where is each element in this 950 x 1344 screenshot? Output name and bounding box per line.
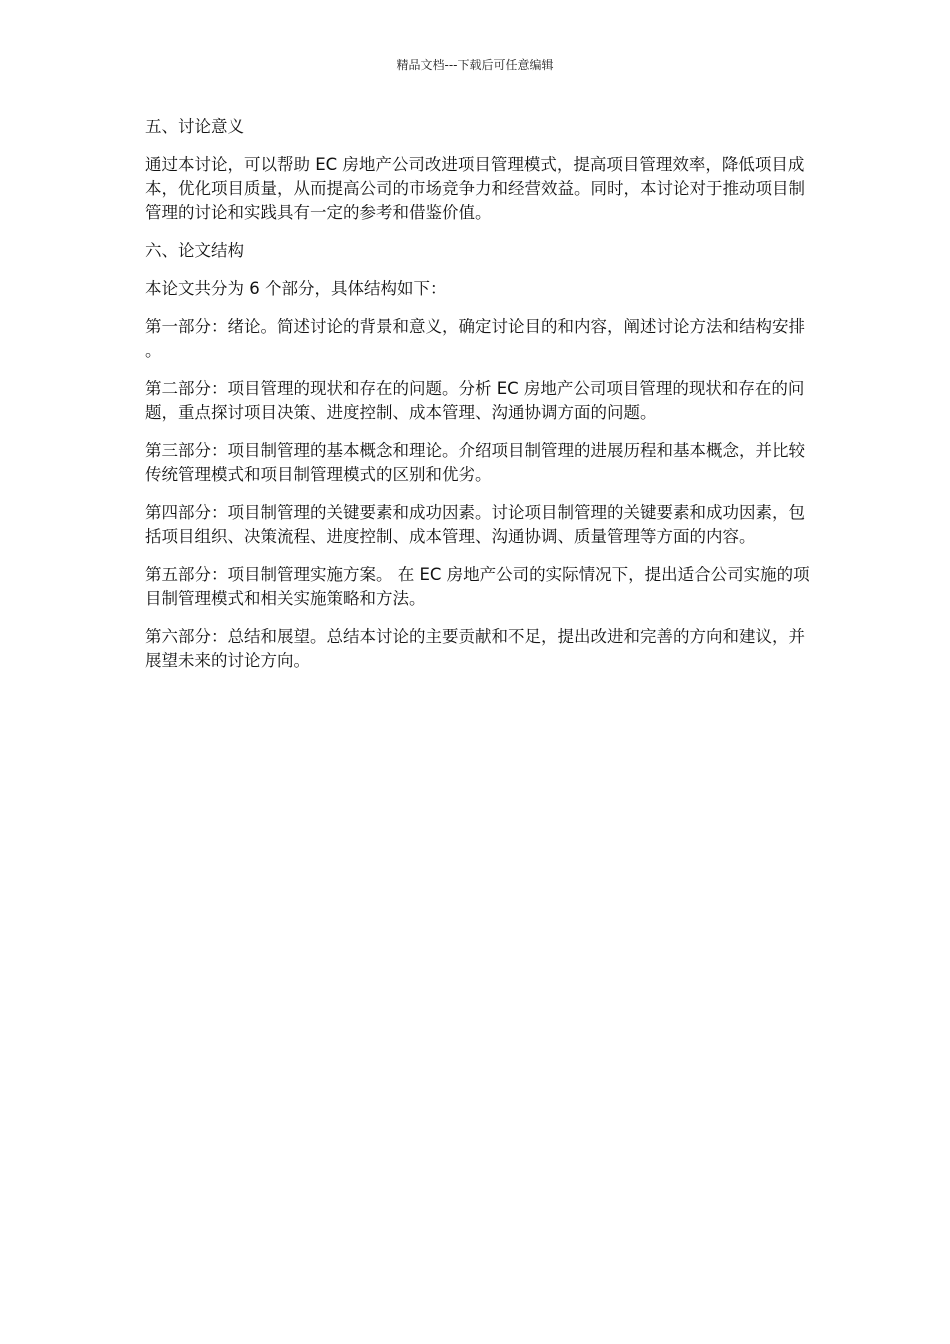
paragraph-part-three: 第三部分：项目制管理的基本概念和理论。介绍项目制管理的进展历程和基本概念，并比较传统管理模式和项目制管理模式的区别和优劣。: [145, 441, 805, 484]
section-heading-structure: 六、论文结构: [145, 241, 244, 260]
paragraph-significance: 通过本讨论，可以帮助 EC 房地产公司改进项目管理模式，提高项目管理效率，降低项目成本，优化项目质量，从而提高公司的市场竞争力和经营效益。同时，本讨论对于推动项目制管理的讨论和实践具有一定的参考和借鉴价值。: [145, 155, 805, 222]
paragraph-structure-intro: 本论文共分为 6 个部分，具体结构如下：: [145, 279, 447, 298]
paragraph-part-four: 第四部分：项目制管理的关键要素和成功因素。讨论项目制管理的关键要素和成功因素，包括项目组织、决策流程、进度控制、成本管理、沟通协调、质量管理等方面的内容。: [145, 503, 805, 546]
section-heading-significance: 五、讨论意义: [145, 117, 244, 136]
paragraph-part-five: 第五部分：项目制管理实施方案。 在 EC 房地产公司的实际情况下，提出适合公司实施的项目制管理模式和相关实施策略和方法。: [145, 565, 810, 608]
paragraph-part-one: 第一部分：绪论。简述讨论的背景和意义，确定讨论目的和内容，阐述讨论方法和结构安排。: [145, 317, 805, 360]
paragraph-part-six: 第六部分：总结和展望。总结本讨论的主要贡献和不足，提出改进和完善的方向和建议，并展望未来的讨论方向。: [145, 627, 805, 670]
paragraph-part-two: 第二部分：项目管理的现状和存在的问题。分析 EC 房地产公司项目管理的现状和存在的问题，重点探讨项目决策、进度控制、成本管理、沟通协调方面的问题。: [145, 379, 805, 422]
document-body: [145, 115, 810, 687]
page-header: 精品文档---下载后可任意编辑: [396, 58, 554, 72]
